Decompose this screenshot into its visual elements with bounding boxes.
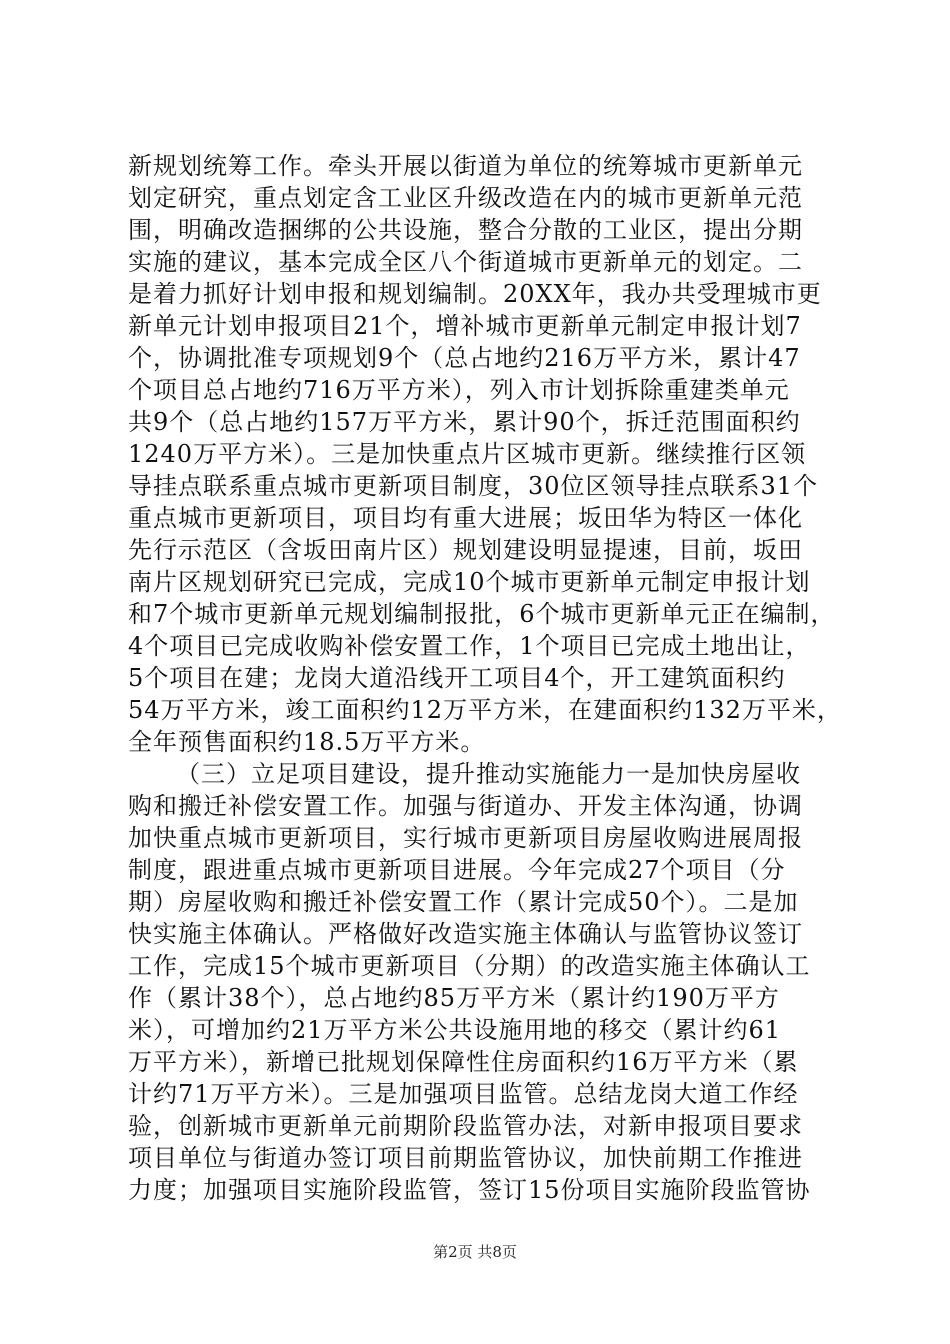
text-line: 实施的建议，基本完成全区八个街道城市更新单元的划定。二 xyxy=(128,248,803,276)
text-line: 米），可增加约21万平方米公共设施用地的移交（累计约61 xyxy=(128,1016,782,1044)
text-line: 全年预售面积约18.5万平方米。 xyxy=(128,728,486,756)
text-line: 项目单位与街道办签订项目前期监管协议，加快前期工作推进 xyxy=(128,1144,803,1172)
text-line: 计约71万平方米）。三是加强项目监管。总结龙岗大道工作经 xyxy=(128,1080,799,1108)
text-line: 工作，完成15个城市更新项目（分期）的改造实施主体确认工 xyxy=(128,952,811,980)
text-line: 新规划统筹工作。牵头开展以街道为单位的统筹城市更新单元 xyxy=(128,152,803,180)
text-line: 先行示范区（含坂田南片区）规划建设明显提速，目前，坂田 xyxy=(128,536,803,564)
text-line: 南片区规划研究已完成，完成10个城市更新单元制定申报计划 xyxy=(128,568,811,596)
text-line: 力度；加强项目实施阶段监管，签订15份项目实施阶段监管协 xyxy=(128,1176,811,1204)
text-line: 期）房屋收购和搬迁补偿安置工作（累计完成50个）。二是加 xyxy=(128,888,799,916)
text-line: 共9个（总占地约157万平方米，累计90个，拆迁范围面积约 xyxy=(128,408,801,436)
text-line: 围，明确改造捆绑的公共设施，整合分散的工业区，提出分期 xyxy=(128,216,803,244)
text-line: 验，创新城市更新单元前期阶段监管办法，对新申报项目要求 xyxy=(128,1112,803,1140)
text-line: 万平方米），新增已批规划保障性住房面积约16万平方米（累 xyxy=(128,1048,799,1076)
text-line: 4个项目已完成收购补偿安置工作，1个项目已完成土地出让， xyxy=(128,632,811,660)
text-line: 新单元计划申报项目21个，增补城市更新单元制定申报计划7 xyxy=(128,312,802,340)
text-line: 是着力抓好计划申报和规划编制。20XX年，我办共受理城市更 xyxy=(128,280,822,308)
text-line: 1240万平方米）。三是加快重点片区城市更新。继续推行区领 xyxy=(128,440,807,468)
text-line: 快实施主体确认。严格做好改造实施主体确认与监管协议签订 xyxy=(128,920,803,948)
body-text xyxy=(128,150,842,1206)
text-line: 加快重点城市更新项目，实行城市更新项目房屋收购进展周报 xyxy=(128,824,803,852)
page-footer xyxy=(0,1242,950,1262)
page-number-label: 第2页 共8页 xyxy=(433,1243,517,1261)
text-line: 划定研究，重点划定含工业区升级改造在内的城市更新单元范 xyxy=(128,184,803,212)
text-line: 重点城市更新项目，项目均有重大进展；坂田华为特区一体化 xyxy=(128,504,803,532)
text-line: 54万平方米，竣工面积约12万平方米，在建面积约132万平米， xyxy=(128,696,842,724)
paragraph-start-line: （三）立足项目建设，提升推动实施能力一是加快房屋收 xyxy=(176,760,801,788)
text-line: 5个项目在建；龙岗大道沿线开工项目4个，开工建筑面积约 xyxy=(128,664,786,692)
text-line: 作（累计38个），总占地约85万平方米（累计约190万平方 xyxy=(128,984,780,1012)
text-line: 个，协调批准专项规划9个（总占地约216万平方米，累计47 xyxy=(128,344,801,372)
text-line: 导挂点联系重点城市更新项目制度，30位区领导挂点联系31个 xyxy=(128,472,819,500)
text-line: 购和搬迁补偿安置工作。加强与街道办、开发主体沟通，协调 xyxy=(128,792,803,820)
text-line: 制度，跟进重点城市更新项目进展。今年完成27个项目（分 xyxy=(128,856,786,884)
text-line: 和7个城市更新单元规划编制报批，6个城市更新单元正在编制， xyxy=(128,600,836,628)
text-line: 个项目总占地约716万平方米），列入市计划拆除重建类单元 xyxy=(128,376,790,404)
